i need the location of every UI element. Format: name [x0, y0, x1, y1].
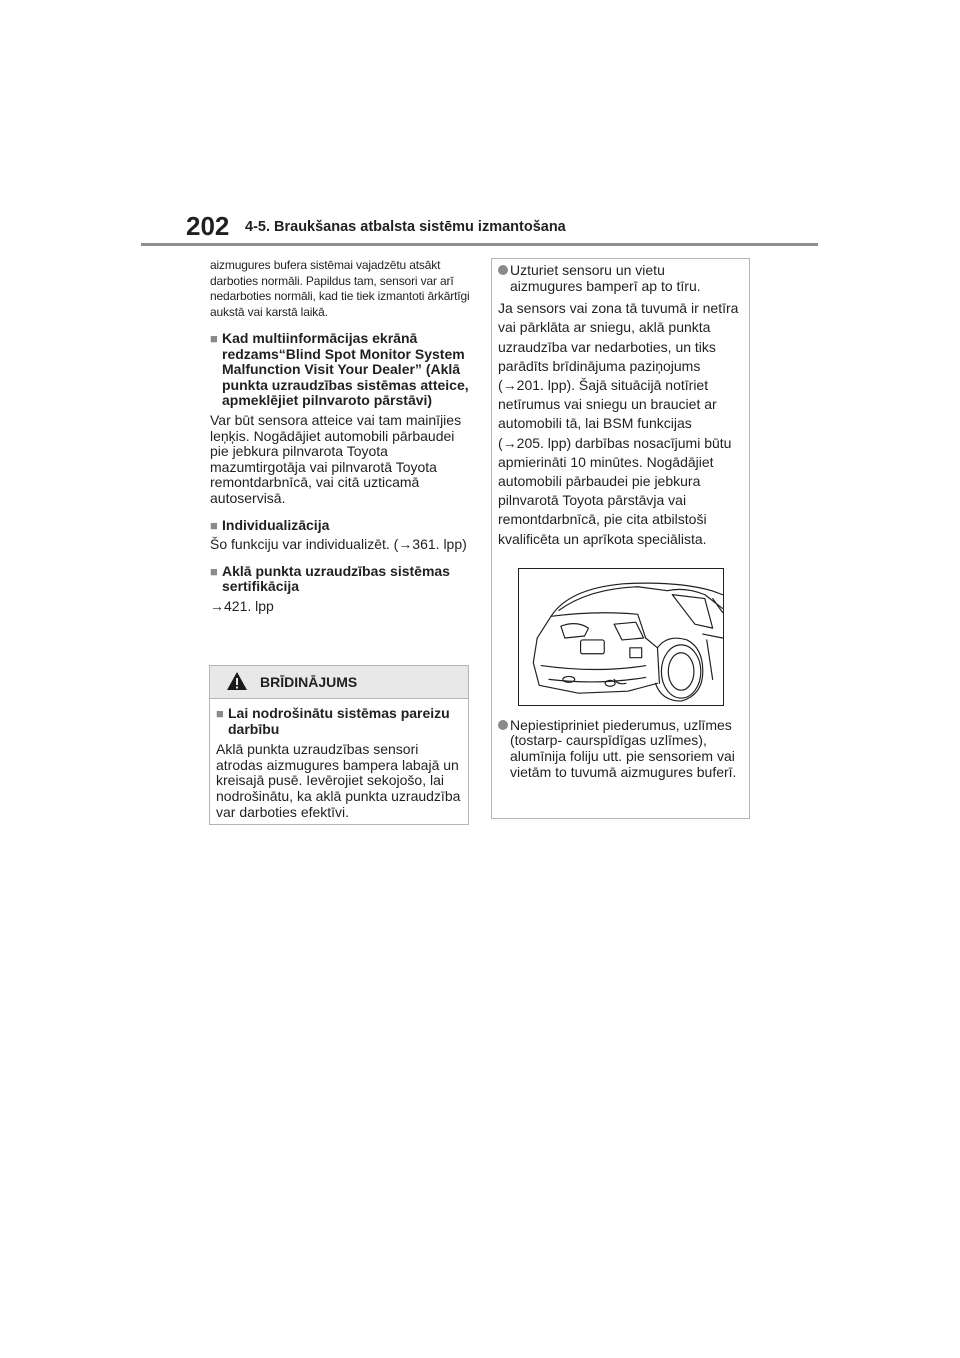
section-heading-malfunction — [210, 331, 472, 409]
square-bullet-icon: ■ — [210, 563, 218, 579]
warning-label: BRĪDINĀJUMS — [260, 674, 358, 690]
bullet-text: Nepiestipriniet piederumus, uzlīmes (tostarp- caurspīdīgas uzlīmes), alumīnija foliju utt. pie sensoriem vai vietām to tuvumā aizmugures buferī. — [510, 716, 737, 780]
section-heading-customization — [210, 518, 472, 534]
section-title: 4-5. Braukšanas atbalsta sistēmu izmantošana — [245, 219, 566, 235]
square-bullet-icon: ■ — [210, 331, 218, 346]
warning-box — [209, 665, 469, 825]
heading-text: Aklā punkta uzraudzības sistēmas sertifikācija — [222, 562, 450, 595]
warning-body — [210, 699, 468, 820]
left-column — [210, 258, 472, 626]
rear-bumper-illustration — [518, 568, 724, 706]
header-divider — [141, 243, 818, 246]
bullet-keep-clean — [498, 263, 741, 294]
round-bullet-icon — [498, 263, 510, 294]
bullet-text: Uzturiet sensoru un vietu aizmugures bamperī ap to tīru. — [510, 262, 701, 294]
section-heading-certification — [210, 564, 472, 595]
bullet-no-accessories — [498, 718, 741, 780]
round-bullet-icon — [498, 718, 510, 780]
warning-header — [210, 666, 468, 699]
malfunction-paragraph: Var būt sensora atteice vai tam mainījies leņķis. Nogādājiet automobili pārbaudei pie jebkura pilnvarota Toyota mazumtirgotāja vai pilnvarotā Toyota remontdarbnīcā, vai citā uzticamā autoservisā. — [210, 411, 462, 506]
car-rear-icon — [519, 569, 723, 705]
heading-text: Individualizācija — [222, 516, 330, 533]
intro-paragraph: aizmugures bufera sistēmai vajadzētu atsākt darboties normāli. Papildus tam, sensori var arī nedarboties normāli, kad tie tiek izmantoti ārkārtīgi aukstā vai karstā laikā. — [210, 258, 470, 319]
dirty-sensor-paragraph: Ja sensors vai zona tā tuvumā ir netīra vai pārklāta ar sniegu, aklā punkta uzraudzība var nedarboties, un tiks parādīts brīdinājuma paziņojums (→201. lpp). Šajā situācijā notīriet netīrumus vai sniegu un brauciet ar automobili tā, lai BSM funkcijas (→205. lpp) darbības nosacījumi būtu apmierināti 10 minūtes. Nogādājiet automobili pārbaudei pie jebkura pilnvarotā Toyota pārstāvja vai remontdarbnīcā, pie cita atbilstoši kvalificēta un aprīkota speciālista. — [498, 300, 739, 547]
square-bullet-icon: ■ — [210, 517, 218, 533]
heading-text: Lai nodrošinātu sistēmas pareizu darbību — [228, 705, 450, 737]
continued-warning-box — [491, 258, 750, 819]
warning-triangle-icon — [226, 671, 248, 691]
heading-text: Kad multiinformācijas ekrānā redzams“Blind Spot Monitor System Malfunction Visit Your Dealer” (Aklā punkta uzraudzības sistēmas atteice, apmeklējiet pilnvaroto pārstāvi) — [222, 330, 469, 409]
certification-reference: →421. lpp — [210, 597, 274, 614]
customization-paragraph: Šo funkciju var individualizēt. (→361. lpp) — [210, 536, 467, 553]
warning-heading — [216, 706, 461, 737]
warning-paragraph: Aklā punkta uzraudzības sensori atrodas aizmugures bampera labajā un kreisajā pusē. Ievērojiet sekojošo, lai nodrošinātu, ka aklā punkta uzraudzība var darboties efektīvi. — [216, 741, 461, 820]
square-bullet-icon: ■ — [216, 706, 224, 721]
page-number: 202 — [186, 211, 230, 241]
